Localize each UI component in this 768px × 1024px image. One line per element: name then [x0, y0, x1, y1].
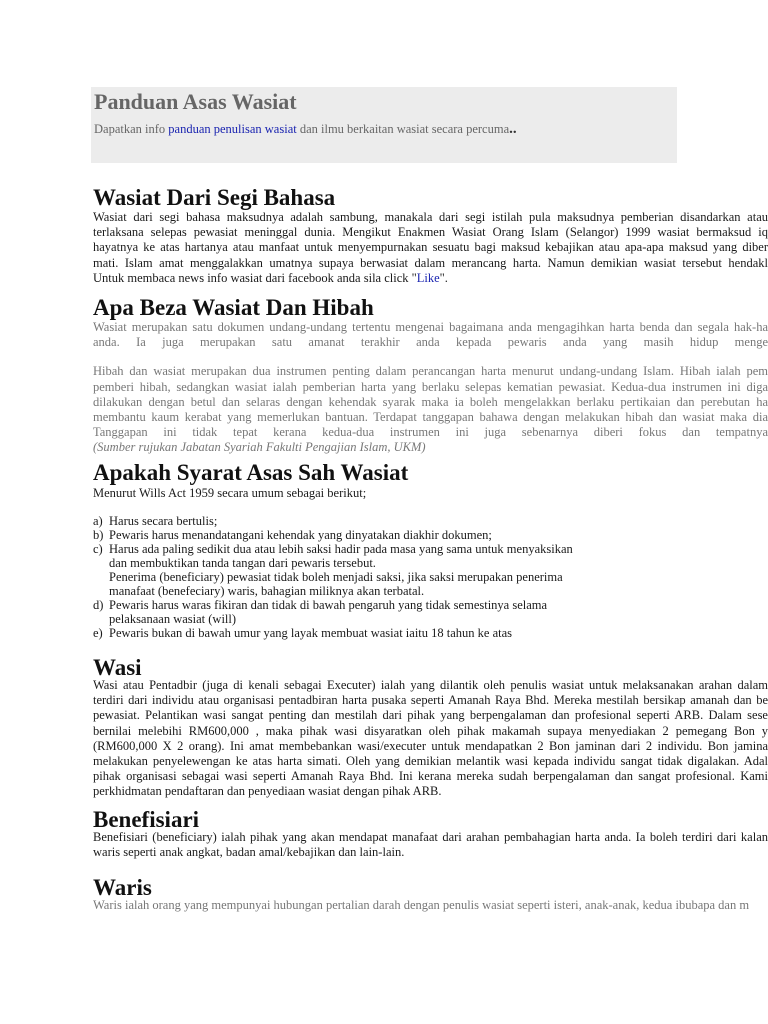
text-line: dilakukan dengan betul dan selaras dengan kehendak syarak maka ia boleh mengelakkan berlaku pertikaian dan perebutan ha	[93, 394, 768, 409]
list-text	[109, 542, 573, 598]
text-line: membantu kaum kerabat yang memerlukan bantuan. Terdapat tanggapan bahawa dengan melakukan hibah dan wasiat maka dia	[93, 410, 768, 425]
section-waris	[93, 874, 768, 913]
like-prefix: Untuk membaca news info wasiat dari facebook anda sila click "	[93, 270, 417, 285]
list-marker: a)	[93, 514, 103, 529]
text-line: Wasiat merupakan satu dokumen undang-undang tertentu mengenai bagaimana anda mengagihkan harta benda dan segala hak-ha	[93, 320, 768, 334]
list-text: Pewaris bukan di bawah umur yang layak membuat wasiat iaitu 18 tahun ke atas	[109, 626, 513, 641]
requirements-list	[93, 514, 768, 640]
section-heading: Benefisiari	[93, 807, 200, 832]
text-line: terlaksana selepas pewasiat meninggal dunia. Mengikut Enakmen Wasiat Orang Islam (Selangor) 1999 wasiat bermaksud iq	[93, 225, 768, 240]
section-paragraph	[93, 898, 768, 913]
text-line: pewasiat. Pelantikan wasi sangat penting dan mestilah dari pihak yang berpengalaman dan profesional seperti ARB. Dalam sese	[93, 708, 768, 723]
section-paragraph	[93, 830, 768, 860]
list-line: pelaksanaan wasiat (will)	[109, 612, 237, 627]
section-heading: Wasi	[93, 655, 142, 680]
tagline-prefix: Dapatkan info	[94, 122, 169, 136]
section-heading: Waris	[93, 875, 152, 900]
source-citation: (Sumber rujukan Jabatan Syariah Fakulti Pengajian Islam, UKM)	[93, 440, 426, 455]
list-line: Harus ada paling sedikit dua atau lebih saksi hadir pada masa yang sama untuk menyaksikan	[109, 542, 573, 557]
text-line: hayatnya ke atas hartanya atau manfaat untuk menyempurnakan sesuatu bagi maksud kebajikan atau apa-apa maksud yang diber	[93, 240, 768, 255]
list-text: Pewaris harus menandatangani kehendak yang dinyatakan diakhir dokumen;	[109, 528, 492, 543]
section-syarat-sah-wasiat	[93, 459, 768, 640]
section-paragraph	[93, 210, 768, 286]
section-benefisiari	[93, 806, 768, 860]
list-marker: e)	[93, 626, 103, 641]
list-line: Pewaris harus waras fikiran dan tidak di bawah pengaruh yang tidak semestinya selama	[109, 598, 548, 613]
tagline-link[interactable]: panduan penulisan wasiat	[168, 122, 297, 136]
text-line: pemberi hibah, sedangkan wasiat ialah pemberian harta yang berlaku selepas kematian pewasiat. Kedua-dua instrumen ini diga	[93, 379, 768, 394]
list-item	[93, 626, 768, 640]
text-line: perkhidmatan pendaftaran dan penyediaan wasiat dengan pihak ARB.	[93, 784, 442, 799]
section-wasiat-bahasa	[93, 184, 768, 286]
text-line	[93, 271, 768, 286]
text-line: Benefisiari (beneficiary) ialah pihak yang akan mendapat manafaat dari arahan pembahagian harta anda. Ia boleh terdiri dari kalan	[93, 830, 768, 844]
text-line: Tanggapan ini tidak tepat kerana kedua-dua instrumen ini juga sebenarnya diberi fokus dan tempatnya	[93, 425, 768, 440]
section-paragraph	[93, 320, 768, 350]
section-beza-wasiat-hibah	[93, 294, 768, 456]
section-wasi	[93, 654, 768, 800]
list-line: dan membuktikan tanda tangan dari pewaris tersebut.	[109, 556, 376, 571]
section-heading: Apakah Syarat Asas Sah Wasiat	[93, 460, 409, 485]
section-heading: Wasiat Dari Segi Bahasa	[93, 185, 336, 210]
tagline-dots: ..	[509, 121, 517, 137]
section-paragraph	[93, 364, 768, 455]
site-title[interactable]: Panduan Asas Wasiat	[94, 89, 297, 114]
text-line: anda. Ia juga merupakan satu amanat terakhir anda kepada pewaris anda yang masih hidup menge	[93, 335, 768, 350]
list-item	[93, 598, 768, 626]
list-line: manafaat (benefeciary) waris, bahagian miliknya akan terbatal.	[109, 584, 425, 599]
text-line: Wasi atau Pentadbir (juga di kenali sebagai Executer) ialah yang dilantik oleh penulis wasiat untuk melaksanakan arahan dalam	[93, 678, 768, 692]
list-marker: b)	[93, 528, 104, 543]
list-item	[93, 542, 768, 598]
text-line: Wasiat dari segi bahasa maksudnya adalah sambung, manakala dari segi istilah pula maksudnya pemberian disandarkan atau	[93, 210, 768, 224]
text-line: bernilai melebihi RM600,000 , maka pihak wasi disyaratkan oleh pihak makamah supaya menyediakan 2 pemegang Bon y	[93, 723, 768, 738]
section-paragraph	[93, 678, 768, 800]
tagline-suffix: dan ilmu berkaitan wasiat secara percuma	[296, 122, 510, 136]
site-tagline	[94, 121, 517, 138]
list-marker: c)	[93, 542, 103, 557]
list-item	[93, 528, 768, 542]
list-marker: d)	[93, 598, 104, 613]
section-heading: Apa Beza Wasiat Dan Hibah	[93, 295, 374, 320]
section-intro	[93, 486, 768, 501]
text-line: Waris ialah orang yang mempunyai hubungan pertalian darah dengan penulis wasiat seperti isteri, anak-anak, kedua ibubapa dan m	[93, 898, 750, 912]
text-line: Hibah dan wasiat merupakan dua instrumen penting dalam perancangan harta menurut undang-undang Islam. Hibah ialah pem	[93, 364, 768, 379]
like-suffix: ".	[439, 270, 448, 285]
like-link[interactable]: Like	[416, 270, 440, 285]
site-header	[91, 87, 677, 163]
text-line: Menurut Wills Act 1959 secara umum sebagai berikut;	[93, 486, 367, 500]
text-line: (RM600,000 X 2 orang). Ini amat membebankan wasi/executer untuk mendapatkan 2 Bon jaminan dari 2 individu. Bon jamina	[93, 738, 768, 753]
text-line: mati. Islam amat menggalakkan umatnya supaya berwasiat dalam merancang harta. Namun demikian wasiat tersebut hendakl	[93, 255, 768, 270]
list-text	[109, 598, 547, 626]
text-line: melakukan penyelewengan ke atas harta simati. Oleh yang demikian melantik wasi kepada individu sangat tidak digalakan. Adal	[93, 754, 768, 769]
text-line: waris seperti anak angkat, badan amal/kebajikan dan lain-lain.	[93, 845, 405, 860]
list-text: Harus secara bertulis;	[109, 514, 218, 529]
list-item	[93, 514, 768, 528]
list-line: Penerima (beneficiary) pewasiat tidak boleh menjadi saksi, jika saksi merupakan penerima	[109, 570, 563, 585]
text-line: terdiri dari individu atau organisasi pentadbiran harta pusaka seperti Amanah Raya Bhd. Mereka mestilah bersikap amanah dan be	[93, 693, 768, 708]
text-line: pihak organisasi sebagai wasi seperti Amanah Raya Bhd. Ini kerana mereka sudah berpengalaman dan sangat profesional. Kami	[93, 769, 768, 784]
